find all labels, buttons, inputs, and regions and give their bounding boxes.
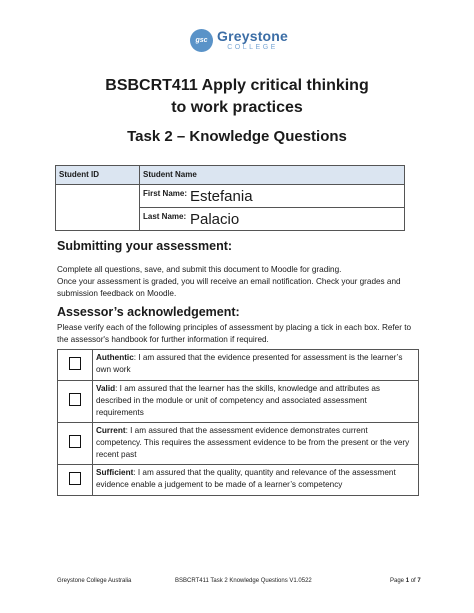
ack-text-current: Current: I am assured that the assessment evidence demonstrates current competency. This requires the assessment evidence to be from the present or the very recent past bbox=[93, 423, 419, 465]
student-id-header: Student ID bbox=[56, 166, 140, 185]
assessor-heading: Assessor’s acknowledgement: bbox=[57, 305, 240, 319]
submitting-instructions bbox=[57, 264, 417, 300]
document-title-line-2: to work practices bbox=[171, 99, 303, 116]
task-subtitle: Task 2 – Knowledge Questions bbox=[127, 128, 347, 145]
first-name-value: Estefania bbox=[190, 188, 253, 205]
first-name-cell[interactable] bbox=[140, 185, 405, 208]
submitting-line-2: Once your assessment is graded, you will receive an email notification. Check your grades and submission feedback on Moodle. bbox=[57, 277, 401, 298]
ack-row-valid bbox=[58, 381, 419, 423]
authentic-checkbox[interactable] bbox=[69, 357, 81, 370]
ack-row-current bbox=[58, 423, 419, 465]
valid-checkbox[interactable] bbox=[69, 393, 81, 406]
first-name-label: First Name: bbox=[143, 189, 188, 198]
assessor-intro: Please verify each of the following principles of assessment by placing a tick in each box. Refer to the assessor's handbook for further information if required. bbox=[57, 323, 412, 344]
college-logo bbox=[190, 26, 288, 54]
sufficient-checkbox[interactable] bbox=[69, 472, 81, 485]
last-name-value: Palacio bbox=[190, 211, 240, 228]
submitting-line-1: Complete all questions, save, and submit this document to Moodle for grading. bbox=[57, 265, 342, 274]
logo-badge-icon: gsc bbox=[190, 29, 213, 52]
current-checkbox[interactable] bbox=[69, 435, 81, 448]
last-name-cell[interactable] bbox=[140, 208, 405, 231]
acknowledgement-table bbox=[57, 349, 419, 496]
ack-text-sufficient: Sufficient: I am assured that the quality, quantity and relevance of the assessment evidence enable a judgement to be made of a learner’s competency bbox=[93, 465, 419, 496]
student-name-header: Student Name bbox=[140, 166, 405, 185]
ack-text-valid: Valid: I am assured that the learner has the skills, knowledge and attributes as described in the module or unit of competency and associated assessment requirements bbox=[93, 381, 419, 423]
student-details-table bbox=[55, 165, 405, 231]
footer-page-number: Page 1 of 7 bbox=[390, 578, 421, 584]
footer-document-code: BSBCRT411 Task 2 Knowledge Questions V1.0522 bbox=[175, 578, 312, 584]
ack-row-authentic bbox=[58, 350, 419, 381]
student-id-field[interactable] bbox=[56, 185, 140, 231]
footer-college: Greystone College Australia bbox=[57, 578, 132, 584]
ack-row-sufficient bbox=[58, 465, 419, 496]
logo-name: Greystone bbox=[217, 28, 289, 44]
ack-text-authentic: Authentic: I am assured that the evidence presented for assessment is the learner’s own work bbox=[93, 350, 419, 381]
last-name-label: Last Name: bbox=[143, 212, 187, 221]
submitting-heading: Submitting your assessment: bbox=[57, 239, 233, 253]
document-title-line-1: BSBCRT411 Apply critical thinking bbox=[105, 77, 369, 94]
logo-subtitle: COLLEGE bbox=[227, 44, 278, 51]
